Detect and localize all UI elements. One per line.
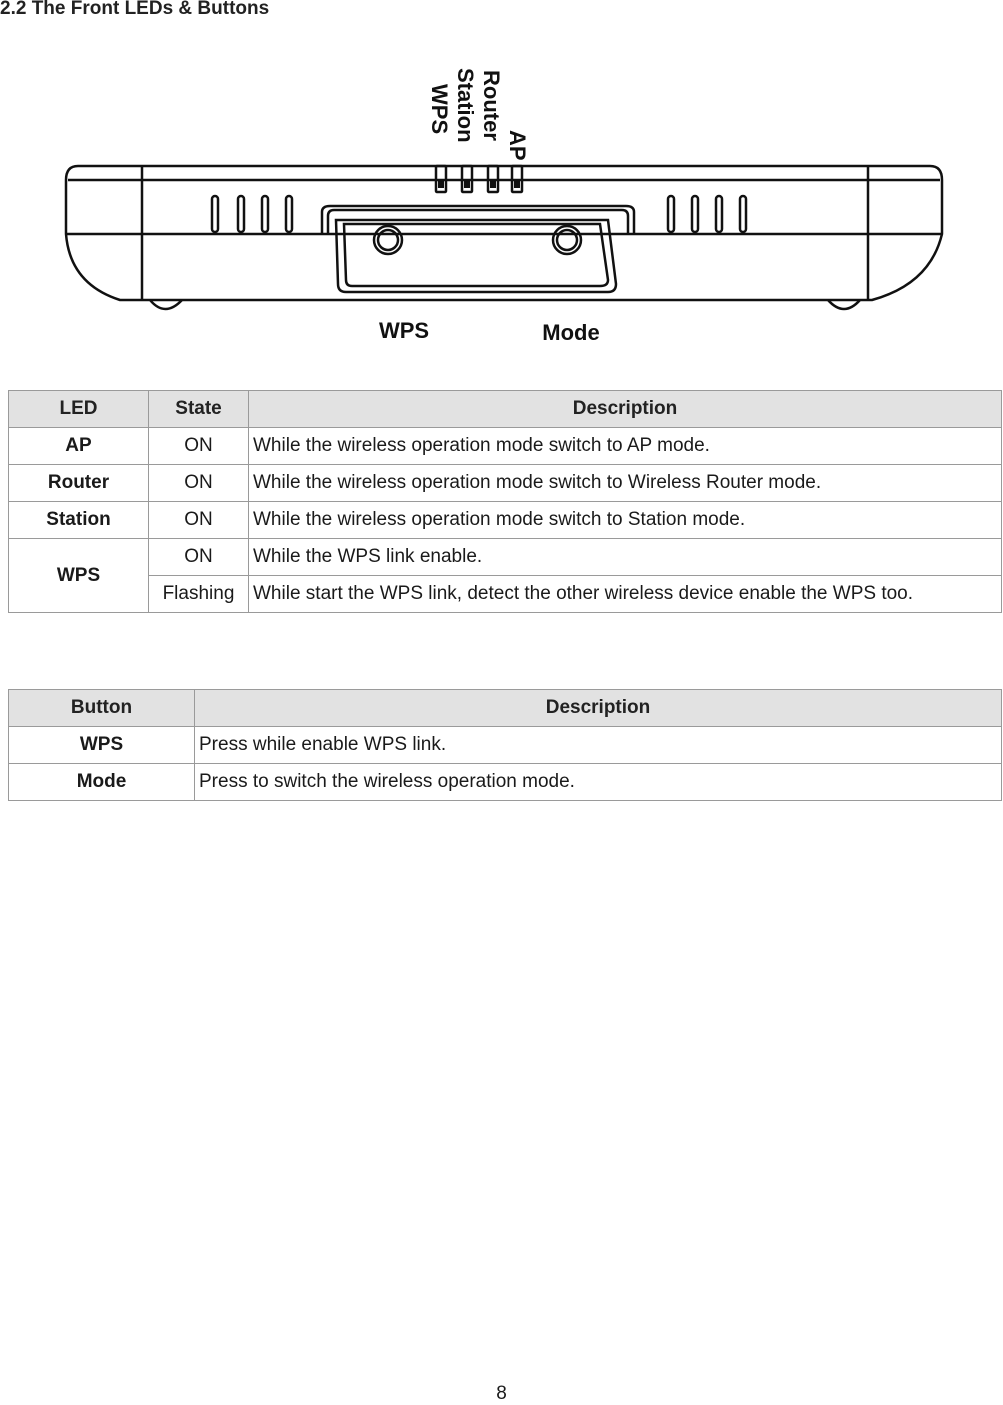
led-label-station: Station bbox=[453, 68, 478, 143]
table-row bbox=[9, 502, 1002, 539]
header-led: LED bbox=[9, 391, 149, 428]
led-cell: WPS bbox=[9, 539, 149, 613]
description-cell: While the wireless operation mode switch to Wireless Router mode. bbox=[249, 465, 1002, 502]
led-label-wps: WPS bbox=[427, 84, 452, 135]
description-cell: While the wireless operation mode switch to AP mode. bbox=[249, 428, 1002, 465]
led-label-router: Router bbox=[479, 70, 504, 141]
button-cell: WPS bbox=[9, 727, 195, 764]
section-heading: 2.2 The Front LEDs & Buttons bbox=[0, 0, 270, 19]
state-cell: ON bbox=[149, 539, 249, 576]
device-body bbox=[66, 166, 942, 309]
state-cell: ON bbox=[149, 465, 249, 502]
state-cell: ON bbox=[149, 502, 249, 539]
state-cell: ON bbox=[149, 428, 249, 465]
state-cell: Flashing bbox=[149, 576, 249, 613]
button-table-header bbox=[9, 690, 1002, 727]
table-row bbox=[9, 764, 1002, 801]
button-table bbox=[8, 689, 1002, 801]
header-description: Description bbox=[195, 690, 1002, 727]
description-cell: While start the WPS link, detect the other wireless device enable the WPS too. bbox=[249, 576, 1002, 613]
led-label-ap: AP bbox=[505, 130, 530, 161]
table-row bbox=[9, 727, 1002, 764]
description-cell: While the WPS link enable. bbox=[249, 539, 1002, 576]
description-cell: Press to switch the wireless operation mode. bbox=[195, 764, 1002, 801]
table-row bbox=[9, 576, 1002, 613]
page-number: 8 bbox=[496, 1383, 507, 1404]
led-cell: Router bbox=[9, 465, 149, 502]
led-table bbox=[8, 390, 1002, 613]
header-description: Description bbox=[249, 391, 1002, 428]
led-cell: Station bbox=[9, 502, 149, 539]
led-cell: AP bbox=[9, 428, 149, 465]
header-button: Button bbox=[9, 690, 195, 727]
device-front-figure bbox=[60, 64, 950, 354]
table-row bbox=[9, 465, 1002, 502]
table-row bbox=[9, 539, 1002, 576]
header-state: State bbox=[149, 391, 249, 428]
led-table-header bbox=[9, 391, 1002, 428]
device-front-illustration bbox=[60, 64, 950, 354]
button-cell: Mode bbox=[9, 764, 195, 801]
description-cell: Press while enable WPS link. bbox=[195, 727, 1002, 764]
button-label-wps: WPS bbox=[378, 318, 430, 343]
description-cell: While the wireless operation mode switch to Station mode. bbox=[249, 502, 1002, 539]
button-label-mode: Mode bbox=[542, 320, 600, 345]
table-row bbox=[9, 428, 1002, 465]
